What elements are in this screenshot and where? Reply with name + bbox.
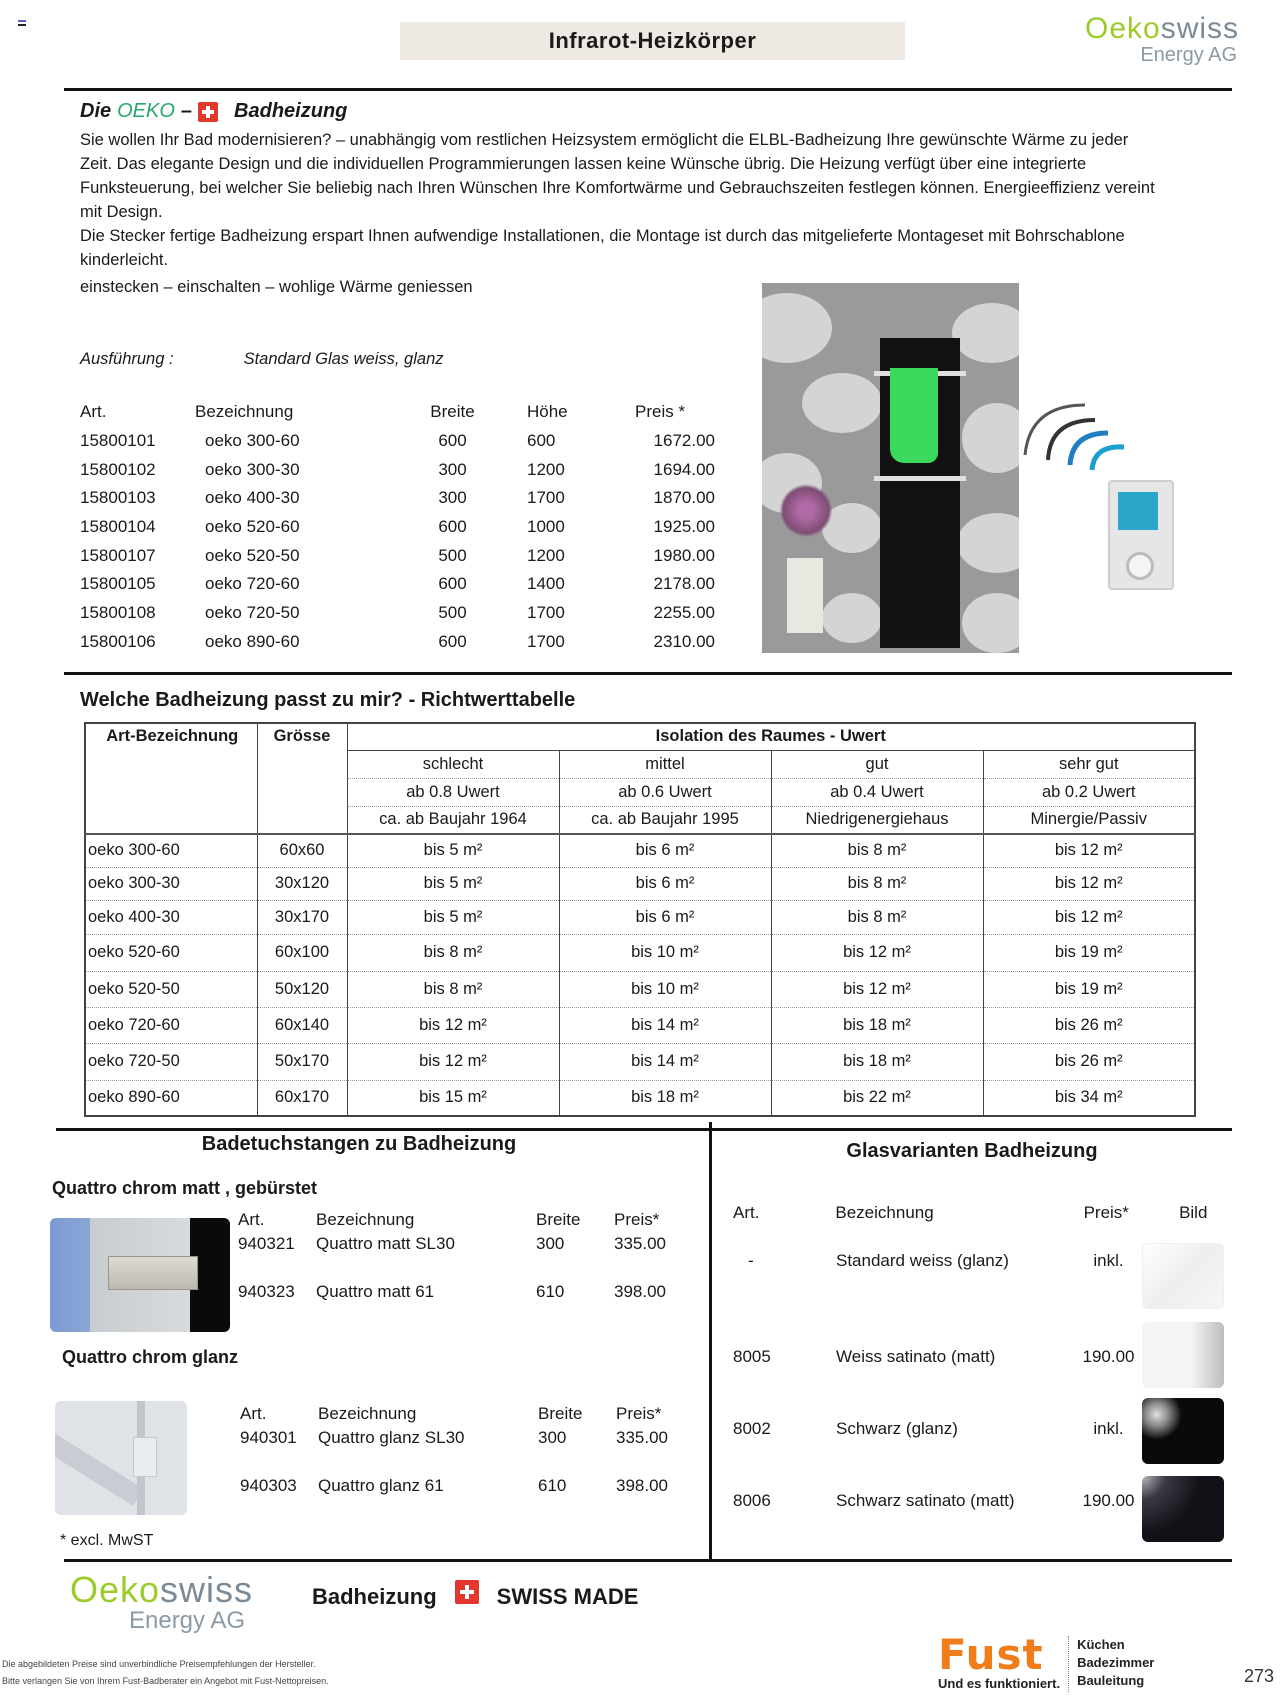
cell-breite: 300: [536, 1234, 565, 1253]
header-preis: Preis*: [1083, 1203, 1129, 1222]
service-item: Bauleitung: [1077, 1673, 1145, 1688]
cell-name: oeko 720-60: [85, 1007, 257, 1043]
table-row: [80, 541, 715, 570]
fust-wordmark: Fust: [938, 1630, 1044, 1679]
table-row: [240, 1426, 696, 1450]
accessory-table-glanz: [240, 1402, 696, 1498]
service-item: Küchen: [1077, 1637, 1125, 1652]
cell-breite: 300: [438, 488, 467, 508]
table-row: [85, 1043, 1195, 1080]
divider: [64, 672, 1232, 675]
oekoswiss-logo-footer: [70, 1569, 254, 1634]
header-bild: Bild: [1179, 1203, 1208, 1222]
header-bezeichnung: Bezeichnung: [316, 1210, 415, 1229]
header-art: Art.: [733, 1203, 760, 1222]
cell-value: bis 12 m²: [983, 834, 1195, 867]
oekoswiss-logo: [1085, 14, 1239, 65]
cell-art: -: [748, 1251, 754, 1270]
table-row: [80, 628, 715, 657]
page-number: 273: [1244, 1666, 1275, 1686]
cell-bezeichnung: oeko 890-60: [205, 631, 300, 651]
cell-value: bis 5 m²: [347, 900, 559, 934]
cell-value: bis 34 m²: [983, 1080, 1195, 1116]
cell-size: 60x60: [257, 834, 347, 867]
table-row: [85, 867, 1195, 900]
cell-bezeichnung: Quattro matt SL30: [316, 1234, 455, 1253]
cell-art: 15800102: [80, 459, 156, 479]
title-suffix: Badheizung: [234, 100, 348, 122]
logo-swiss-text: swiss: [160, 1569, 254, 1610]
intro-paragraph-1: Sie wollen Ihr Bad modernisieren? – unabhängig vom restlichen Heizsystem ermöglicht die ELBL-Badheizung Ihre gewünschte Wärme zu jeder Zeit. Das elegante Design und die individuellen Programmierungen lassen keine Wünsche übrig. Die Heizung verfügt über eine integrierte Funksteuerung, bei welcher Sie beliebig nach Ihren Wünschen Ihre Komfortwärme und Gebrauchszeiten festlegen können. Energieeffizienz vereint mit Design.: [80, 131, 1155, 221]
cell-art: 940303: [240, 1476, 297, 1495]
cell-name: oeko 300-60: [85, 834, 257, 867]
page-banner-title: Infrarot-Heizkörper: [400, 22, 905, 60]
cell-value: bis 8 m²: [771, 867, 983, 900]
cell-preis: 190.00: [1082, 1347, 1135, 1366]
logo-sub-text: Energy AG: [128, 1607, 246, 1634]
cell-size: 50x120: [257, 971, 347, 1007]
logo-oeko-text: Oeko: [1085, 12, 1161, 45]
cell-hoehe: 1700: [527, 631, 565, 651]
divider: [64, 88, 1232, 91]
swiss-made-badge: [312, 1584, 638, 1610]
table-row: [80, 484, 715, 513]
glass-table-header: [733, 1203, 1233, 1223]
cell-art: 15800106: [80, 631, 156, 651]
level-name: mittel: [559, 750, 771, 778]
cell-hoehe: 1700: [527, 488, 565, 508]
accessory-table-header: [240, 1402, 696, 1426]
cell-value: bis 5 m²: [347, 867, 559, 900]
cell-preis: 398.00: [614, 1282, 666, 1301]
wireless-signal-icon: [1020, 395, 1130, 485]
header-groesse: Grösse: [257, 723, 347, 834]
cell-art: 8002: [733, 1419, 771, 1438]
column-divider: [709, 1122, 712, 1560]
product-table: [80, 398, 715, 656]
cell-preis: 335.00: [616, 1428, 668, 1447]
level-note: ca. ab Baujahr 1995: [559, 806, 771, 834]
cell-bezeichnung: Quattro glanz 61: [318, 1476, 444, 1495]
cell-name: oeko 520-60: [85, 934, 257, 971]
table-row: [80, 513, 715, 542]
cell-size: 60x100: [257, 934, 347, 971]
accessories-title: Badetuchstangen zu Badheizung: [201, 1133, 517, 1155]
cell-bezeichnung: oeko 720-60: [205, 574, 300, 594]
cell-hoehe: 1200: [527, 459, 565, 479]
cell-value: bis 8 m²: [347, 971, 559, 1007]
badge-label: Badheizung: [312, 1584, 437, 1609]
ausfuehrung-value: Standard Glas weiss, glanz: [243, 350, 444, 368]
cell-value: bis 10 m²: [559, 934, 771, 971]
cell-preis: 1694.00: [653, 459, 715, 479]
intro-paragraph-2: Die Stecker fertige Badheizung erspart Ihnen aufwendige Installationen, die Montage ist durch das mitgelieferte Montageset mit Bohrschablone kinderleicht.: [80, 227, 1125, 269]
cell-preis: 335.00: [614, 1234, 666, 1253]
cell-value: bis 18 m²: [771, 1043, 983, 1080]
product-photo: [762, 283, 1019, 653]
header-art: Art.: [240, 1404, 267, 1423]
richtwert-title: Welche Badheizung passt zu mir? - Richtwerttabelle: [80, 689, 576, 711]
cell-bezeichnung: Weiss satinato (matt): [836, 1347, 996, 1366]
swiss-flag-icon: [455, 1580, 479, 1604]
swatch-black-gloss: [1142, 1398, 1224, 1464]
cell-value: bis 6 m²: [559, 900, 771, 934]
intro-text: [80, 128, 1160, 272]
cell-value: bis 22 m²: [771, 1080, 983, 1116]
logo-oeko-text: Oeko: [70, 1569, 161, 1610]
cell-preis: 1672.00: [653, 431, 715, 451]
header-breite: Breite: [430, 402, 475, 422]
table-row: [80, 427, 715, 456]
header-preis: Preis*: [614, 1210, 660, 1229]
header-art: Art.: [238, 1210, 265, 1229]
cell-art: 15800105: [80, 574, 156, 594]
logo-swiss-text: swiss: [1160, 12, 1240, 45]
header-bezeichnung: Bezeichnung: [195, 402, 294, 422]
accessory-group-title: Quattro chrom matt , gebürstet: [52, 1178, 318, 1198]
level-uwert: ab 0.6 Uwert: [559, 778, 771, 806]
cell-art: 15800107: [80, 545, 156, 565]
cell-preis: 398.00: [616, 1476, 668, 1495]
cell-bezeichnung: Schwarz satinato (matt): [836, 1491, 1015, 1510]
cell-bezeichnung: Quattro glanz SL30: [318, 1428, 465, 1447]
cell-art: 15800104: [80, 517, 156, 537]
product-table-header: [80, 398, 715, 427]
cell-value: bis 12 m²: [983, 900, 1195, 934]
accessory-group-title: Quattro chrom glanz: [62, 1347, 239, 1367]
table-row: [80, 570, 715, 599]
swatch-black-matt: [1142, 1476, 1224, 1542]
cell-bezeichnung: Schwarz (glanz): [836, 1419, 958, 1438]
cell-size: 30x120: [257, 867, 347, 900]
cell-art: 8006: [733, 1491, 771, 1510]
cell-value: bis 14 m²: [559, 1007, 771, 1043]
cell-value: bis 12 m²: [771, 934, 983, 971]
thermostat-remote: [1108, 480, 1174, 590]
divider: [1068, 1636, 1069, 1692]
title-dash: –: [180, 100, 193, 122]
cell-value: bis 8 m²: [771, 834, 983, 867]
cell-size: 60x170: [257, 1080, 347, 1116]
cell-breite: 610: [538, 1476, 567, 1495]
header-bezeichnung: Bezeichnung: [835, 1203, 934, 1222]
accessory-table-header: [238, 1208, 694, 1232]
cell-value: bis 26 m²: [983, 1007, 1195, 1043]
cell-hoehe: 1200: [527, 545, 565, 565]
level-name: gut: [771, 750, 983, 778]
level-uwert: ab 0.4 Uwert: [771, 778, 983, 806]
table-row: [238, 1232, 694, 1256]
title-brand: OEKO: [117, 100, 175, 122]
cell-value: bis 14 m²: [559, 1043, 771, 1080]
cell-preis: 2178.00: [653, 574, 715, 594]
swatch-white-matt: [1142, 1322, 1224, 1388]
header-preis: Preis *: [635, 402, 686, 422]
cell-bezeichnung: oeko 300-60: [205, 431, 300, 451]
cell-art: 8005: [733, 1347, 771, 1366]
cell-bezeichnung: Quattro matt 61: [316, 1282, 435, 1301]
header-isolation: Isolation des Raumes - Uwert: [347, 723, 1195, 750]
cell-breite: 500: [438, 603, 467, 623]
cell-name: oeko 520-50: [85, 971, 257, 1007]
cell-preis: 2255.00: [653, 603, 715, 623]
cell-value: bis 15 m²: [347, 1080, 559, 1116]
header-bezeichnung: Bezeichnung: [318, 1404, 417, 1423]
header-breite: Breite: [538, 1404, 583, 1423]
cell-name: oeko 400-30: [85, 900, 257, 934]
disclaimer-line: Die abgebildeten Preise sind unverbindliche Preisempfehlungen der Hersteller.: [2, 1659, 316, 1669]
level-uwert: ab 0.2 Uwert: [983, 778, 1195, 806]
cell-value: bis 19 m²: [983, 971, 1195, 1007]
cell-bezeichnung: Standard weiss (glanz): [836, 1251, 1009, 1270]
cell-breite: 300: [438, 459, 467, 479]
cell-value: bis 12 m²: [347, 1007, 559, 1043]
table-row: [85, 971, 1195, 1007]
cell-value: bis 10 m²: [559, 971, 771, 1007]
service-item: Badezimmer: [1077, 1655, 1155, 1670]
logo-sub-text: Energy AG: [1140, 44, 1238, 66]
cell-size: 60x140: [257, 1007, 347, 1043]
richtwert-table: [84, 722, 1196, 1117]
cell-hoehe: 600: [527, 431, 556, 451]
cell-breite: 600: [438, 574, 467, 594]
cell-value: bis 5 m²: [347, 834, 559, 867]
footnote: * excl. MwST: [60, 1532, 154, 1549]
divider: [56, 1128, 1232, 1131]
cell-art: 15800101: [80, 431, 156, 451]
table-row: [240, 1474, 696, 1498]
cell-size: 50x170: [257, 1043, 347, 1080]
header-breite: Breite: [536, 1210, 581, 1229]
table-row: [238, 1280, 694, 1304]
cell-value: bis 6 m²: [559, 867, 771, 900]
cell-preis: 190.00: [1082, 1491, 1135, 1510]
cell-name: oeko 890-60: [85, 1080, 257, 1116]
cell-bezeichnung: oeko 400-30: [205, 488, 300, 508]
cell-size: 30x170: [257, 900, 347, 934]
cell-breite: 300: [538, 1428, 567, 1447]
table-row: [80, 455, 715, 484]
cell-value: bis 12 m²: [771, 971, 983, 1007]
header-art-bezeichnung: Art-Bezeichnung: [85, 723, 257, 834]
cell-hoehe: 1400: [527, 574, 565, 594]
cell-preis: inkl.: [1093, 1251, 1124, 1270]
orchid: [780, 483, 832, 538]
towel: [890, 368, 938, 463]
table-row: [85, 834, 1195, 867]
table-row: [85, 1080, 1195, 1116]
disclaimer: [2, 1656, 329, 1690]
accessory-table-matt: [238, 1208, 694, 1304]
swatch-white-gloss: [1142, 1243, 1224, 1309]
cell-preis: 1870.00: [653, 488, 715, 508]
cell-name: oeko 720-50: [85, 1043, 257, 1080]
cell-value: bis 26 m²: [983, 1043, 1195, 1080]
thermostat-display: [1118, 492, 1158, 530]
cell-art: 940301: [240, 1428, 297, 1447]
table-row: [80, 599, 715, 628]
cell-preis: 1925.00: [653, 517, 715, 537]
header-preis: Preis*: [616, 1404, 662, 1423]
cell-art: 940321: [238, 1234, 295, 1253]
cell-bezeichnung: oeko 300-30: [205, 459, 300, 479]
cell-value: bis 19 m²: [983, 934, 1195, 971]
cell-hoehe: 1700: [527, 603, 565, 623]
ausfuehrung: [80, 350, 444, 369]
divider: [64, 1559, 1232, 1562]
level-note: Minergie/Passiv: [983, 806, 1195, 834]
level-name: schlecht: [347, 750, 559, 778]
cell-bezeichnung: oeko 520-50: [205, 545, 300, 565]
fust-logo: [938, 1630, 1155, 1692]
cell-art: 940323: [238, 1282, 295, 1301]
cell-breite: 600: [438, 517, 467, 537]
table-row: [85, 1007, 1195, 1043]
cell-name: oeko 300-30: [85, 867, 257, 900]
cell-value: bis 12 m²: [983, 867, 1195, 900]
cell-value: bis 8 m²: [347, 934, 559, 971]
cell-preis: 1980.00: [653, 545, 715, 565]
fust-services: [1077, 1636, 1154, 1690]
cell-breite: 500: [438, 545, 467, 565]
cell-breite: 600: [438, 631, 467, 651]
ausfuehrung-label: Ausführung :: [80, 350, 174, 368]
cell-value: bis 18 m²: [771, 1007, 983, 1043]
level-name: sehr gut: [983, 750, 1195, 778]
level-note: ca. ab Baujahr 1964: [347, 806, 559, 834]
section-title: [80, 100, 347, 123]
cell-value: bis 8 m²: [771, 900, 983, 934]
cell-hoehe: 1000: [527, 517, 565, 537]
title-prefix: Die: [80, 100, 112, 122]
header-art: Art.: [80, 402, 107, 422]
cell-preis: inkl.: [1093, 1419, 1124, 1438]
tagline: einstecken – einschalten – wohlige Wärme geniessen: [80, 278, 473, 296]
disclaimer-line: Bitte verlangen Sie von Ihrem Fust-Badberater ein Angebot mit Fust-Nettopreisen.: [2, 1676, 329, 1686]
cell-breite: 600: [438, 431, 467, 451]
cell-value: bis 6 m²: [559, 834, 771, 867]
vase: [787, 558, 823, 633]
cell-art: 15800103: [80, 488, 156, 508]
cell-preis: 2310.00: [653, 631, 715, 651]
cell-breite: 610: [536, 1282, 565, 1301]
swiss-flag-icon: [198, 102, 218, 122]
fust-slogan: Und es funktioniert.: [938, 1676, 1061, 1691]
quattro-glanz-image: [55, 1401, 187, 1515]
thermostat-knob: [1126, 552, 1154, 580]
table-row: [85, 934, 1195, 971]
header-hoehe: Höhe: [527, 402, 568, 422]
table-row: [85, 900, 1195, 934]
quattro-matt-image: [50, 1218, 230, 1332]
level-note: Niedrigenergiehaus: [771, 806, 983, 834]
cell-value: bis 18 m²: [559, 1080, 771, 1116]
level-uwert: ab 0.8 Uwert: [347, 778, 559, 806]
swiss-made-text: SWISS MADE: [496, 1584, 639, 1609]
cell-bezeichnung: oeko 520-60: [205, 517, 300, 537]
cell-art: 15800108: [80, 603, 156, 623]
glass-variants-title: Glasvarianten Badheizung: [846, 1140, 1098, 1162]
cell-value: bis 12 m²: [347, 1043, 559, 1080]
page-marker: [18, 20, 26, 26]
cell-bezeichnung: oeko 720-50: [205, 603, 300, 623]
